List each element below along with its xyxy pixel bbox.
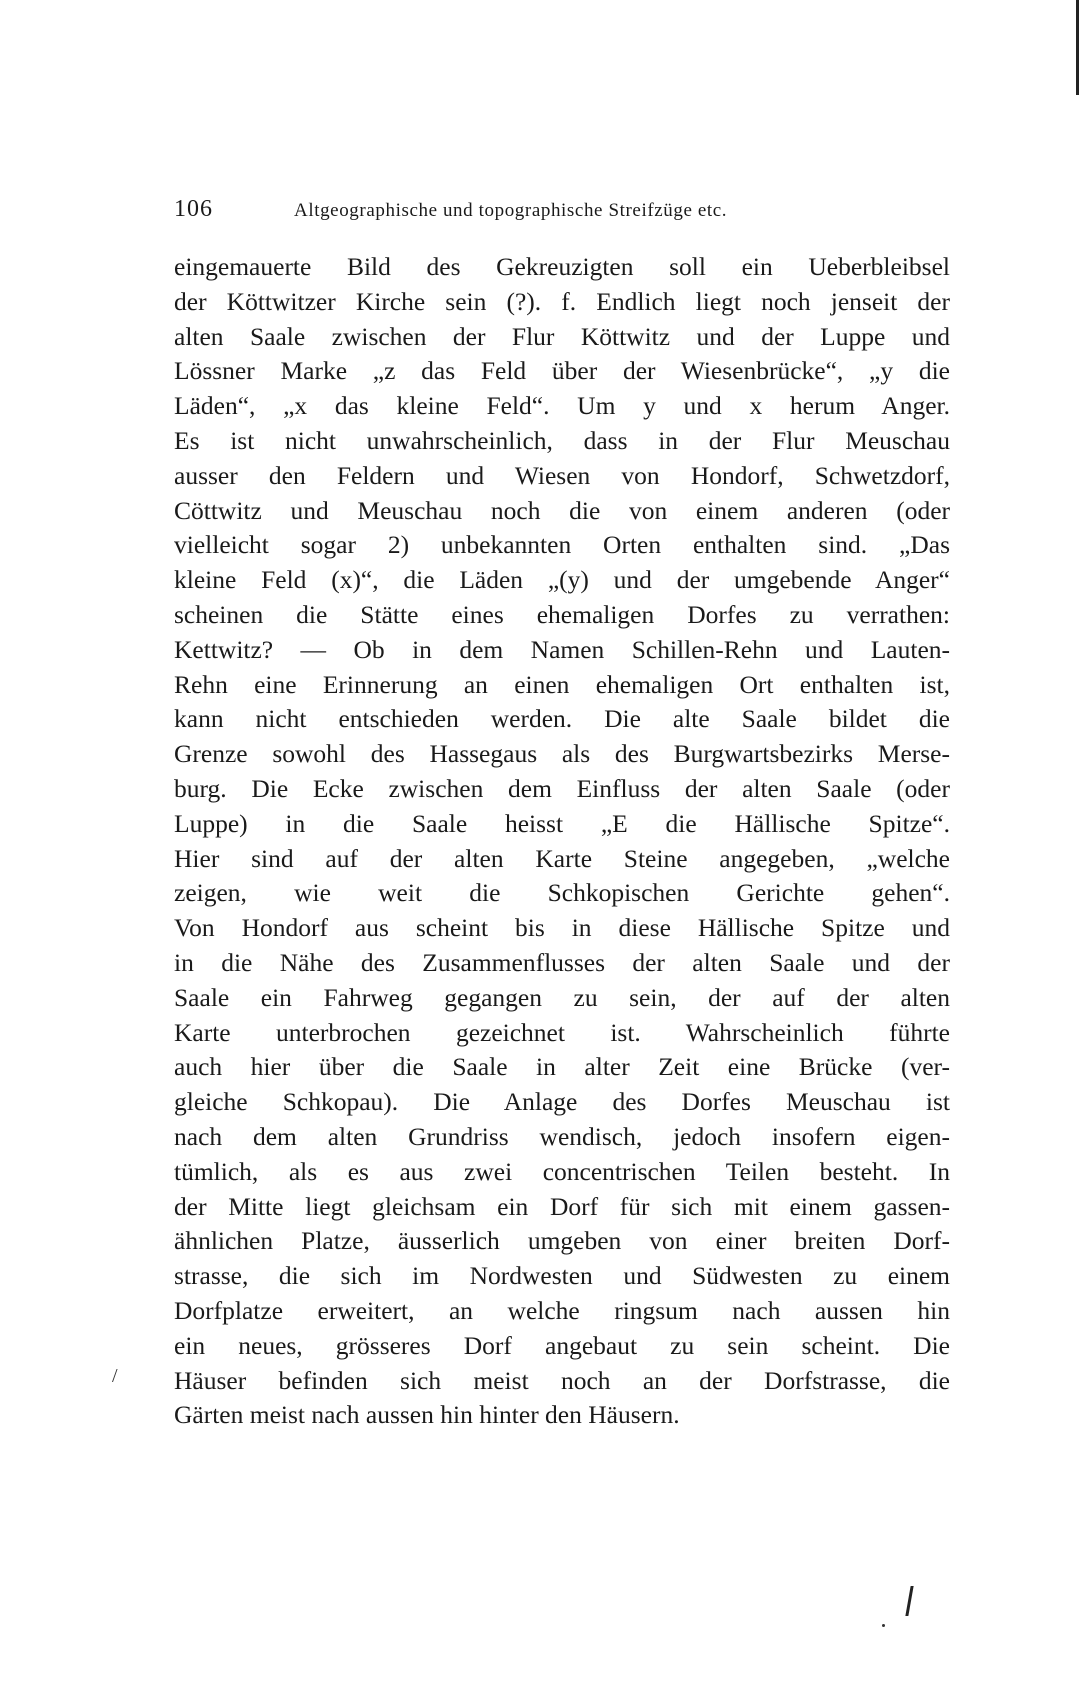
text-line: ein neues, grösseres Dorf angebaut zu sein scheint. Die bbox=[174, 1330, 950, 1360]
page-number: 106 bbox=[174, 196, 213, 222]
text-line: in die Nähe des Zusammenflusses der alten Saale und der bbox=[174, 947, 950, 977]
footer-stroke bbox=[905, 1586, 913, 1616]
text-line: auch hier über die Saale in alter Zeit eine Brücke (ver- bbox=[174, 1052, 950, 1082]
text-line: der Köttwitzer Kirche sein (?). f. Endlich liegt noch jenseit der bbox=[174, 286, 950, 316]
text-line: gleiche Schkopau). Die Anlage des Dorfes Meuschau ist bbox=[174, 1087, 950, 1117]
text-line: burg. Die Ecke zwischen dem Einfluss der alten Saale (oder bbox=[174, 773, 950, 803]
text-line: ausser den Feldern und Wiesen von Hondorf, Schwetzdorf, bbox=[174, 460, 950, 490]
footer-dot bbox=[882, 1624, 885, 1627]
page-header bbox=[174, 196, 874, 226]
text-line: Dorfplatze erweitert, an welche ringsum nach aussen hin bbox=[174, 1295, 950, 1325]
text-line: der Mitte liegt gleichsam ein Dorf für sich mit einem gassen- bbox=[174, 1191, 950, 1221]
margin-mark: / bbox=[112, 1365, 118, 1387]
text-line: Saale ein Fahrweg gegangen zu sein, der auf der alten bbox=[174, 982, 950, 1012]
text-line: scheinen die Stätte eines ehemaligen Dorfes zu verrathen: bbox=[174, 599, 950, 629]
running-head: Altgeographische und topographische Streifzüge etc. bbox=[294, 200, 728, 221]
text-line: eingemauerte Bild des Gekreuzigten soll ein Ueberbleibsel bbox=[174, 252, 950, 281]
text-line: tümlich, als es aus zwei concentrischen Teilen besteht. In bbox=[174, 1156, 950, 1186]
text-line: kann nicht entschieden werden. Die alte Saale bildet die bbox=[174, 704, 950, 734]
footer-pen-mark bbox=[882, 1586, 922, 1636]
text-line: strasse, die sich im Nordwesten und Südwesten zu einem bbox=[174, 1261, 950, 1291]
text-line: Lössner Marke „z das Feld über der Wiesenbrücke“, „y die bbox=[174, 356, 950, 386]
text-line: Cöttwitz und Meuschau noch die von einem anderen (oder bbox=[174, 495, 950, 525]
text-line: vielleicht sogar 2) unbekannten Orten enthalten sind. „Das bbox=[174, 530, 950, 560]
text-line: Luppe) in die Saale heisst „E die Hällische Spitze“. bbox=[174, 808, 950, 838]
text-line: alten Saale zwischen der Flur Köttwitz und der Luppe und bbox=[174, 321, 950, 351]
text-line: kleine Feld (x)“, die Läden „(y) und der umgebende Anger“ bbox=[174, 565, 950, 595]
text-line: Von Hondorf aus scheint bis in diese Hällische Spitze und bbox=[174, 913, 950, 943]
text-line: nach dem alten Grundriss wendisch, jedoch insofern eigen- bbox=[174, 1121, 950, 1151]
text-line: Rehn eine Erinnerung an einen ehemaligen Ort enthalten ist, bbox=[174, 669, 950, 699]
body-text bbox=[174, 250, 950, 1433]
text-line: Karte unterbrochen gezeichnet ist. Wahrscheinlich führte bbox=[174, 1017, 950, 1047]
text-line: Hier sind auf der alten Karte Steine angegeben, „welche bbox=[174, 843, 950, 873]
text-line: Kettwitz? — Ob in dem Namen Schillen-Rehn und Lauten- bbox=[174, 634, 950, 664]
text-line: Grenze sowohl des Hassegaus als des Burgwartsbezirks Merse- bbox=[174, 739, 950, 769]
text-line: Es ist nicht unwahrscheinlich, dass in der Flur Meuschau bbox=[174, 425, 950, 455]
text-line: zeigen, wie weit die Schkopischen Gerichte gehen“. bbox=[174, 878, 950, 908]
text-line: ähnlichen Platze, äusserlich umgeben von einer breiten Dorf- bbox=[174, 1226, 950, 1256]
text-line: Häuser befinden sich meist noch an der Dorfstrasse, die bbox=[174, 1365, 950, 1395]
text-line: Gärten meist nach aussen hin hinter den Häusern. bbox=[174, 1400, 680, 1430]
text-line: Läden“, „x das kleine Feld“. Um y und x herum Anger. bbox=[174, 391, 950, 421]
